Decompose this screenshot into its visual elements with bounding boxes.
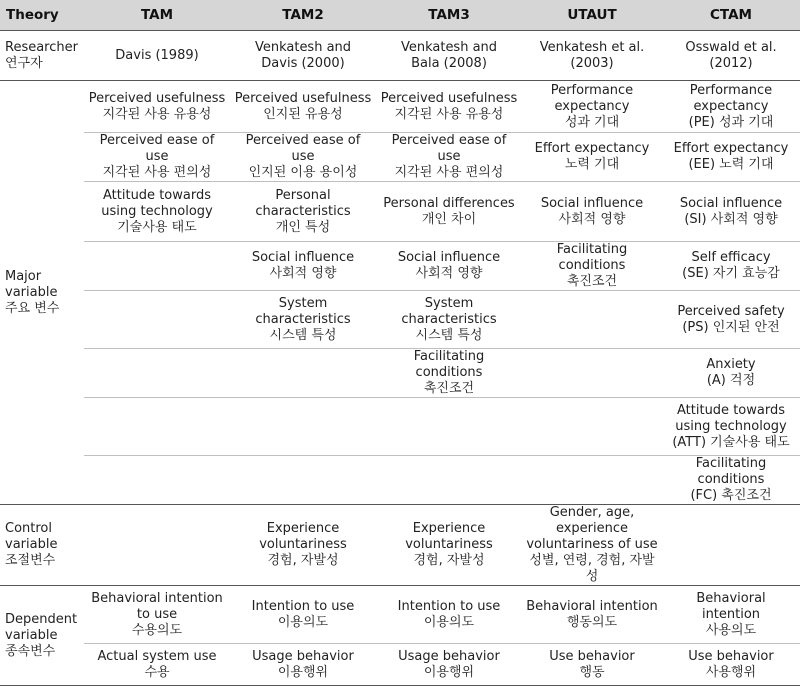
cell-line: Performance [689, 82, 773, 98]
header-ctam: CTAM [662, 0, 800, 31]
major-tam3-cell [376, 291, 522, 349]
researcher-ctam [662, 31, 800, 81]
dependent-ctam-cell [662, 586, 800, 644]
researcher-row [0, 31, 800, 81]
major-tam2-cell [230, 133, 376, 182]
cell-line: Intention to use [397, 598, 501, 614]
cell-line: 인지된 유용성 [263, 106, 343, 122]
cell-line: 이용행위 [277, 664, 329, 680]
dependent-ctam-cell [662, 644, 800, 686]
cell-line: Perceived usefulness [234, 90, 372, 106]
major-tam3-cell [376, 398, 522, 456]
cell-line: 조절변수 [5, 553, 56, 568]
dependent-tam2-cell [230, 586, 376, 644]
dependent-tam3-cell [376, 644, 522, 686]
cell-line: characteristics [401, 311, 497, 327]
major-variable-row [0, 291, 800, 349]
cell-line: Experience [266, 521, 340, 536]
cell-line: voluntariness of use [526, 537, 658, 552]
cell-line: Perceived usefulness [88, 90, 226, 106]
cell-line: experience [555, 521, 629, 536]
cell-line: 사용행위 [705, 664, 757, 680]
cell-line: Perceived usefulness [380, 90, 518, 106]
major-variable-label [0, 81, 84, 505]
dependent-variable-label [0, 586, 84, 686]
major-utaut-cell [522, 242, 662, 291]
major-variable-row [0, 182, 800, 242]
header-row [0, 0, 800, 31]
major-ctam-cell [662, 456, 800, 505]
cell-line: using technology [101, 203, 213, 219]
major-ctam-cell [662, 242, 800, 291]
cell-line: 성별, 연령, 경험, 자발성 [529, 553, 655, 584]
major-tam3-cell [376, 182, 522, 242]
cell-line: Intention to use [251, 598, 355, 614]
cell-line: Actual system use [97, 648, 217, 664]
cell-line: Use behavior [688, 648, 774, 664]
cell-line: voluntariness [405, 537, 493, 552]
cell-line: Social influence [679, 195, 783, 211]
major-utaut-cell [522, 456, 662, 505]
cell-line: Perceived ease of use [99, 133, 215, 164]
cell-line: 기술사용 태도 [117, 219, 197, 235]
major-tam2-cell [230, 349, 376, 398]
major-tam-cell [84, 398, 230, 456]
control-ctam-cell [662, 505, 800, 586]
cell-line: Venkatesh and [254, 39, 352, 55]
cell-line: 촉진조건 [566, 274, 618, 289]
major-tam-cell [84, 242, 230, 291]
cell-line: Dependent [5, 611, 78, 627]
cell-line: Davis (1989) [115, 47, 199, 63]
major-ctam-cell [662, 133, 800, 182]
cell-line: 노력 기대 [564, 157, 620, 172]
major-tam2-cell [230, 456, 376, 505]
cell-line: (SE) 자기 효능감 [682, 266, 780, 281]
header-tam3: TAM3 [376, 0, 522, 31]
header-utaut: UTAUT [522, 0, 662, 31]
cell-line: 이용행위 [423, 664, 475, 680]
cell-line: voluntariness [259, 537, 347, 552]
dependent-utaut-cell [522, 586, 662, 644]
cell-line: characteristics [255, 203, 351, 219]
cell-line: Gender, age, [549, 505, 635, 520]
cell-line: 사회적 영향 [269, 266, 337, 281]
control-utaut-cell [522, 505, 662, 586]
cell-line: Experience [412, 521, 486, 536]
major-variable-row [0, 133, 800, 182]
major-tam-cell [84, 133, 230, 182]
cell-line: 시스템 특성 [269, 327, 337, 343]
dependent-tam-cell [84, 586, 230, 644]
major-tam3-cell [376, 81, 522, 133]
major-variable-row [0, 81, 800, 133]
control-variable-label [0, 505, 84, 586]
major-variable-row [0, 242, 800, 291]
cell-line: 지각된 사용 편의성 [102, 165, 212, 180]
major-tam-cell [84, 349, 230, 398]
cell-line: 수용 [144, 664, 170, 680]
cell-line: Attitude towards [103, 187, 211, 203]
dependent-variable-row [0, 644, 800, 686]
cell-line: Use behavior [549, 648, 635, 664]
dependent-variable-row [0, 586, 800, 644]
cell-line: 성과 기대 [564, 114, 620, 130]
major-ctam-cell [662, 81, 800, 133]
major-utaut-cell [522, 349, 662, 398]
cell-line: Anxiety [706, 357, 756, 372]
cell-line: 개인 차이 [421, 211, 477, 227]
control-variable-row [0, 505, 800, 586]
major-tam-cell [84, 182, 230, 242]
major-tam2-cell [230, 291, 376, 349]
cell-line: characteristics [255, 311, 351, 327]
cell-line: (PS) 인지된 안전 [682, 319, 780, 335]
cell-line: 지각된 사용 편의성 [394, 165, 504, 180]
researcher-tam [84, 31, 230, 81]
cell-line: Usage behavior [252, 648, 354, 664]
cell-line: expectancy [693, 98, 769, 114]
cell-line: variable [5, 284, 58, 300]
researcher-utaut [522, 31, 662, 81]
dependent-utaut-cell [522, 644, 662, 686]
major-utaut-cell [522, 291, 662, 349]
cell-line: 연구자 [5, 55, 43, 71]
cell-line: 종속변수 [5, 643, 56, 659]
researcher-tam3 [376, 31, 522, 81]
cell-line: variable [5, 537, 58, 552]
cell-line: Behavioral intention [526, 598, 658, 614]
cell-line: Personal [275, 187, 331, 203]
cell-line: Facilitating conditions [413, 349, 485, 380]
cell-line: 인지된 이용 용이성 [248, 165, 358, 180]
cell-line: Davis (2000) [261, 55, 345, 71]
cell-line: Social influence [251, 250, 355, 265]
cell-line: 행동의도 [566, 614, 618, 630]
cell-line: 이용의도 [423, 614, 475, 630]
cell-line: Major [5, 268, 42, 284]
dependent-tam-cell [84, 644, 230, 686]
cell-line: Behavioral intention [696, 590, 766, 622]
major-ctam-cell [662, 349, 800, 398]
cell-line: Venkatesh et al. (2003) [539, 39, 645, 71]
cell-line: 주요 변수 [5, 300, 60, 316]
cell-line: Effort expectancy [534, 141, 650, 156]
cell-line: 행동 [579, 664, 605, 680]
major-tam3-cell [376, 133, 522, 182]
control-tam2-cell [230, 505, 376, 586]
cell-line: Osswald et al. (2012) [685, 39, 777, 71]
researcher-label [0, 31, 84, 81]
cell-line: 경험, 자발성 [413, 553, 485, 568]
cell-line: 시스템 특성 [415, 327, 483, 343]
dependent-tam2-cell [230, 644, 376, 686]
major-tam2-cell [230, 242, 376, 291]
cell-line: (A) 걱정 [706, 373, 756, 388]
cell-line: Researcher [5, 39, 78, 55]
major-tam3-cell [376, 349, 522, 398]
cell-line: Usage behavior [398, 648, 500, 664]
cell-line: Attitude towards [677, 402, 785, 418]
cell-line: Facilitating conditions [695, 456, 767, 487]
cell-line: Bala (2008) [411, 55, 487, 71]
major-tam3-cell [376, 242, 522, 291]
major-utaut-cell [522, 182, 662, 242]
major-tam2-cell [230, 398, 376, 456]
cell-line: Perceived ease of use [245, 133, 361, 164]
cell-line: Social influence [397, 250, 501, 265]
cell-line: Self efficacy [691, 250, 771, 265]
cell-line: Venkatesh and [400, 39, 498, 55]
cell-line: using technology [675, 418, 787, 434]
cell-line: (SI) 사회적 영향 [684, 211, 778, 227]
cell-line: 개인 특성 [275, 219, 331, 235]
major-ctam-cell [662, 182, 800, 242]
major-tam3-cell [376, 456, 522, 505]
major-tam-cell [84, 456, 230, 505]
major-tam2-cell [230, 182, 376, 242]
cell-line: Performance [550, 82, 634, 98]
dependent-tam3-cell [376, 586, 522, 644]
cell-line: Behavioral intention [91, 590, 223, 606]
major-tam-cell [84, 291, 230, 349]
cell-line: 수용의도 [131, 622, 183, 638]
major-utaut-cell [522, 133, 662, 182]
researcher-tam2 [230, 31, 376, 81]
cell-line: 사회적 영향 [558, 211, 626, 227]
cell-line: Control [5, 521, 52, 536]
major-utaut-cell [522, 398, 662, 456]
cell-line: Effort expectancy [673, 141, 789, 156]
cell-line: (FC) 촉진조건 [690, 488, 772, 503]
cell-line: expectancy [554, 98, 630, 114]
cell-line: 경험, 자발성 [267, 553, 339, 568]
major-ctam-cell [662, 398, 800, 456]
control-tam3-cell [376, 505, 522, 586]
major-variable-row [0, 398, 800, 456]
cell-line: 지각된 사용 유용성 [394, 106, 504, 122]
major-utaut-cell [522, 81, 662, 133]
major-tam2-cell [230, 81, 376, 133]
header-tam: TAM [84, 0, 230, 31]
control-tam-cell [84, 505, 230, 586]
cell-line: System [424, 295, 474, 311]
cell-line: (ATT) 기술사용 태도 [672, 434, 790, 450]
cell-line: Perceived safety [677, 303, 785, 319]
cell-line: Social influence [540, 195, 644, 211]
cell-line: 사용의도 [705, 622, 757, 638]
header-theory: Theory [0, 0, 84, 31]
cell-line: Facilitating conditions [556, 242, 628, 273]
major-variable-row [0, 456, 800, 505]
cell-line: 이용의도 [277, 614, 329, 630]
major-variable-row [0, 349, 800, 398]
cell-line: 촉진조건 [423, 381, 475, 396]
cell-line: Personal differences [383, 195, 515, 211]
cell-line: Perceived ease of use [391, 133, 507, 164]
cell-line: 지각된 사용 유용성 [102, 106, 212, 122]
major-ctam-cell [662, 291, 800, 349]
major-tam-cell [84, 81, 230, 133]
cell-line: 사회적 영향 [415, 266, 483, 281]
cell-line: (EE) 노력 기대 [688, 157, 774, 172]
cell-line: to use [136, 606, 178, 622]
cell-line: variable [5, 627, 58, 643]
header-tam2: TAM2 [230, 0, 376, 31]
cell-line: (PE) 성과 기대 [688, 114, 774, 130]
cell-line: System [278, 295, 328, 311]
